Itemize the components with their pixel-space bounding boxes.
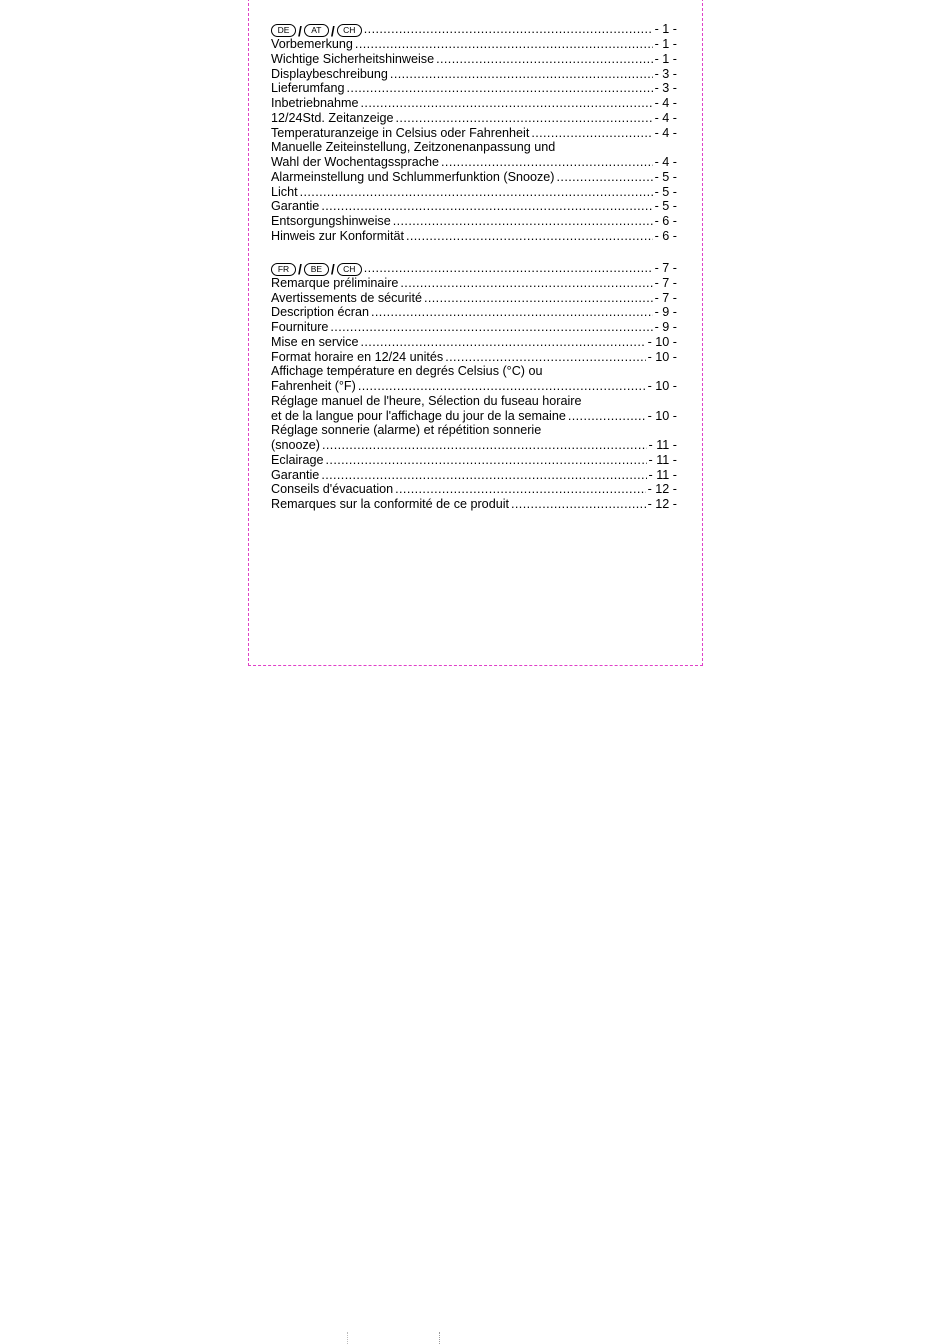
page-number: - 1 - (654, 51, 677, 66)
country-code-badge: FR (271, 263, 296, 276)
toc-entry-label: Conseils d'évacuation (271, 482, 394, 497)
dot-leader (322, 438, 647, 453)
toc-entry[interactable] (271, 276, 677, 291)
dot-leader (321, 468, 646, 483)
toc-entry-label: Description écran (271, 305, 369, 320)
dot-leader (347, 81, 653, 96)
toc-entry[interactable] (271, 305, 677, 320)
page-number: - 7 - (654, 260, 677, 275)
toc-entry-row (271, 453, 677, 468)
toc-section (271, 261, 677, 512)
toc-entry[interactable] (271, 52, 677, 67)
dot-leader (441, 155, 653, 170)
toc-entry[interactable] (271, 126, 677, 141)
dot-leader (445, 350, 645, 365)
page-number: - 3 - (654, 81, 677, 96)
toc-entry-row (271, 52, 677, 67)
country-code-badge: CH (337, 24, 362, 37)
country-code-group (271, 24, 362, 37)
dot-leader (355, 37, 653, 52)
dot-leader (393, 214, 653, 229)
toc-entry-row (271, 276, 677, 291)
toc-entry-row (271, 291, 677, 306)
toc-entry[interactable] (271, 394, 677, 424)
page-number: - 9 - (654, 305, 677, 320)
toc-entry-label: Wahl der Wochentagssprache (271, 155, 440, 169)
country-code-badge: DE (271, 24, 296, 37)
page-number: - 4 - (654, 125, 677, 140)
page-number: - 10 - (647, 334, 677, 349)
page-number: - 12 - (647, 482, 677, 497)
page-number: - 5 - (654, 184, 677, 199)
page-number: - 5 - (654, 169, 677, 184)
toc-entry-label: (snooze) (271, 438, 320, 453)
toc-entry[interactable] (271, 291, 677, 306)
toc-entry-row (271, 305, 677, 320)
toc-entry-row (271, 111, 677, 126)
page-number: - 6 - (654, 228, 677, 243)
table-of-contents (271, 22, 677, 512)
toc-entry[interactable] (271, 482, 677, 497)
dot-leader (568, 409, 646, 424)
toc-entry-label: Hinweis zur Konformität (271, 228, 404, 243)
dot-leader (531, 126, 652, 141)
toc-entry-row (271, 214, 677, 229)
toc-entry-row (271, 320, 677, 335)
dot-leader (406, 229, 653, 244)
country-code-badge: AT (304, 24, 329, 37)
page-number: - 10 - (647, 408, 677, 423)
dot-leader (511, 497, 646, 512)
toc-entry[interactable] (271, 423, 677, 453)
dot-leader (361, 96, 653, 111)
toc-entry-label: Remarques sur la conformité de ce produit (271, 497, 509, 512)
page-number: - 7 - (654, 275, 677, 290)
toc-entry-label: Fourniture (271, 320, 329, 335)
dot-leader (326, 453, 647, 468)
toc-entry-label: Garantie (271, 199, 320, 214)
page-number: - 1 - (654, 37, 677, 51)
toc-entry-row (271, 81, 677, 96)
dot-leader (390, 67, 653, 82)
toc-entry[interactable] (271, 140, 677, 170)
page-number: - 1 - (654, 22, 677, 36)
toc-entry[interactable] (271, 364, 677, 394)
page-number: - 9 - (654, 320, 677, 335)
toc-section-header[interactable] (271, 261, 677, 276)
toc-entry[interactable] (271, 350, 677, 365)
toc-entry[interactable] (271, 96, 677, 111)
toc-entry-row (271, 67, 677, 82)
page-number: - 12 - (647, 497, 677, 512)
dot-leader (395, 482, 645, 497)
toc-entry-row (271, 185, 677, 200)
toc-entry-row (271, 438, 677, 453)
toc-entry[interactable] (271, 214, 677, 229)
toc-entry-label: Licht (271, 184, 298, 199)
dot-leader (330, 320, 652, 335)
dot-leader (361, 335, 646, 350)
toc-entry-row (271, 482, 677, 497)
toc-entry[interactable] (271, 320, 677, 335)
toc-entry-label: Wichtige Sicherheitshinweise (271, 51, 435, 66)
toc-entry-row (271, 350, 677, 365)
dot-leader (321, 199, 652, 214)
page-number: - 6 - (654, 214, 677, 228)
toc-entry[interactable] (271, 453, 677, 468)
toc-entry-row (271, 155, 677, 170)
toc-entry-label: Displaybeschreibung (271, 66, 388, 81)
toc-entry[interactable] (271, 170, 677, 185)
slash-separator: / (330, 22, 335, 39)
toc-entry-row (271, 468, 677, 483)
slash-separator: / (298, 22, 302, 39)
toc-entry-row (271, 126, 677, 141)
page-number: - 10 - (647, 379, 677, 394)
page-number: - 4 - (654, 110, 677, 125)
toc-entry-row (271, 409, 677, 424)
toc-entry-label: Format horaire en 12/24 unités (271, 349, 444, 364)
page-number: - 5 - (654, 199, 677, 214)
page-number: - 4 - (654, 96, 677, 110)
toc-entry-label: Remarque préliminaire (271, 275, 399, 290)
toc-entry-label: Inbetriebnahme (271, 96, 359, 110)
toc-entry-label: Entsorgungshinweise (271, 214, 391, 228)
toc-entry[interactable] (271, 67, 677, 82)
page-number: - 7 - (654, 290, 677, 305)
toc-entry-row (271, 199, 677, 214)
toc-entry[interactable] (271, 37, 677, 52)
page-number: - 3 - (654, 66, 677, 81)
toc-entry-row (271, 379, 677, 394)
toc-entry[interactable] (271, 229, 677, 244)
toc-entry-label: Garantie (271, 467, 320, 482)
toc-entry-label: Temperaturanzeige in Celsius oder Fahrenheit (271, 125, 530, 140)
dot-leader (364, 261, 653, 276)
toc-entry-label: Vorbemerkung (271, 37, 353, 51)
page-number: - 11 - (648, 467, 677, 482)
toc-entry[interactable] (271, 199, 677, 214)
country-code-group (271, 263, 362, 276)
toc-entry-label-line: Manuelle Zeiteinstellung, Zeitzonenanpassung und (271, 140, 556, 155)
toc-entry-row (271, 96, 677, 111)
country-code-badge: BE (304, 263, 329, 276)
dot-leader (364, 22, 653, 37)
dot-leader (557, 170, 653, 185)
toc-section-header[interactable] (271, 22, 677, 37)
slash-separator: / (298, 261, 302, 278)
dot-leader (300, 185, 653, 200)
crop-mark-right (439, 1332, 441, 1344)
toc-entry[interactable] (271, 81, 677, 96)
slash-separator: / (330, 261, 335, 278)
toc-entry-label-line: Réglage sonnerie (alarme) et répétition sonnerie (271, 423, 542, 438)
toc-entry-label: Mise en service (271, 334, 359, 349)
toc-entry-label: Avertissements de sécurité (271, 290, 422, 305)
toc-entry-label: Eclairage (271, 452, 324, 467)
toc-entry-label-line: Affichage température en degrés Celsius (°C) ou (271, 364, 543, 379)
dot-leader (358, 379, 646, 394)
country-code-badge: CH (337, 263, 362, 276)
dot-leader (424, 291, 653, 306)
toc-entry-label: Alarmeinstellung und Schlummerfunktion (Snooze) (271, 169, 555, 184)
dot-leader (436, 52, 653, 67)
page-number: - 4 - (654, 155, 677, 169)
toc-entry-label: et de la langue pour l'affichage du jour de la semaine (271, 408, 566, 423)
toc-entry-label: 12/24Std. Zeitanzeige (271, 110, 394, 125)
dot-leader (400, 276, 652, 291)
toc-entry-row (271, 335, 677, 350)
toc-entry-label: Fahrenheit (°F) (271, 379, 356, 394)
dot-leader (396, 111, 653, 126)
page-number: - 11 - (648, 452, 677, 467)
toc-entry-label-line: Réglage manuel de l'heure, Sélection du fuseau horaire (271, 393, 582, 408)
toc-entry[interactable] (271, 497, 677, 512)
toc-entry-row (271, 497, 677, 512)
toc-entry[interactable] (271, 468, 677, 483)
crop-mark-left (347, 1332, 349, 1344)
toc-entry[interactable] (271, 335, 677, 350)
toc-entry-label: Lieferumfang (271, 81, 345, 96)
page-number: - 10 - (647, 349, 677, 364)
toc-entry-row (271, 170, 677, 185)
toc-entry[interactable] (271, 185, 677, 200)
dot-leader (371, 305, 653, 320)
crop-marks (347, 1332, 447, 1344)
toc-entry-row (271, 229, 677, 244)
toc-entry[interactable] (271, 111, 677, 126)
toc-entry-row (271, 37, 677, 52)
page-number: - 11 - (648, 438, 677, 453)
toc-section (271, 22, 677, 244)
